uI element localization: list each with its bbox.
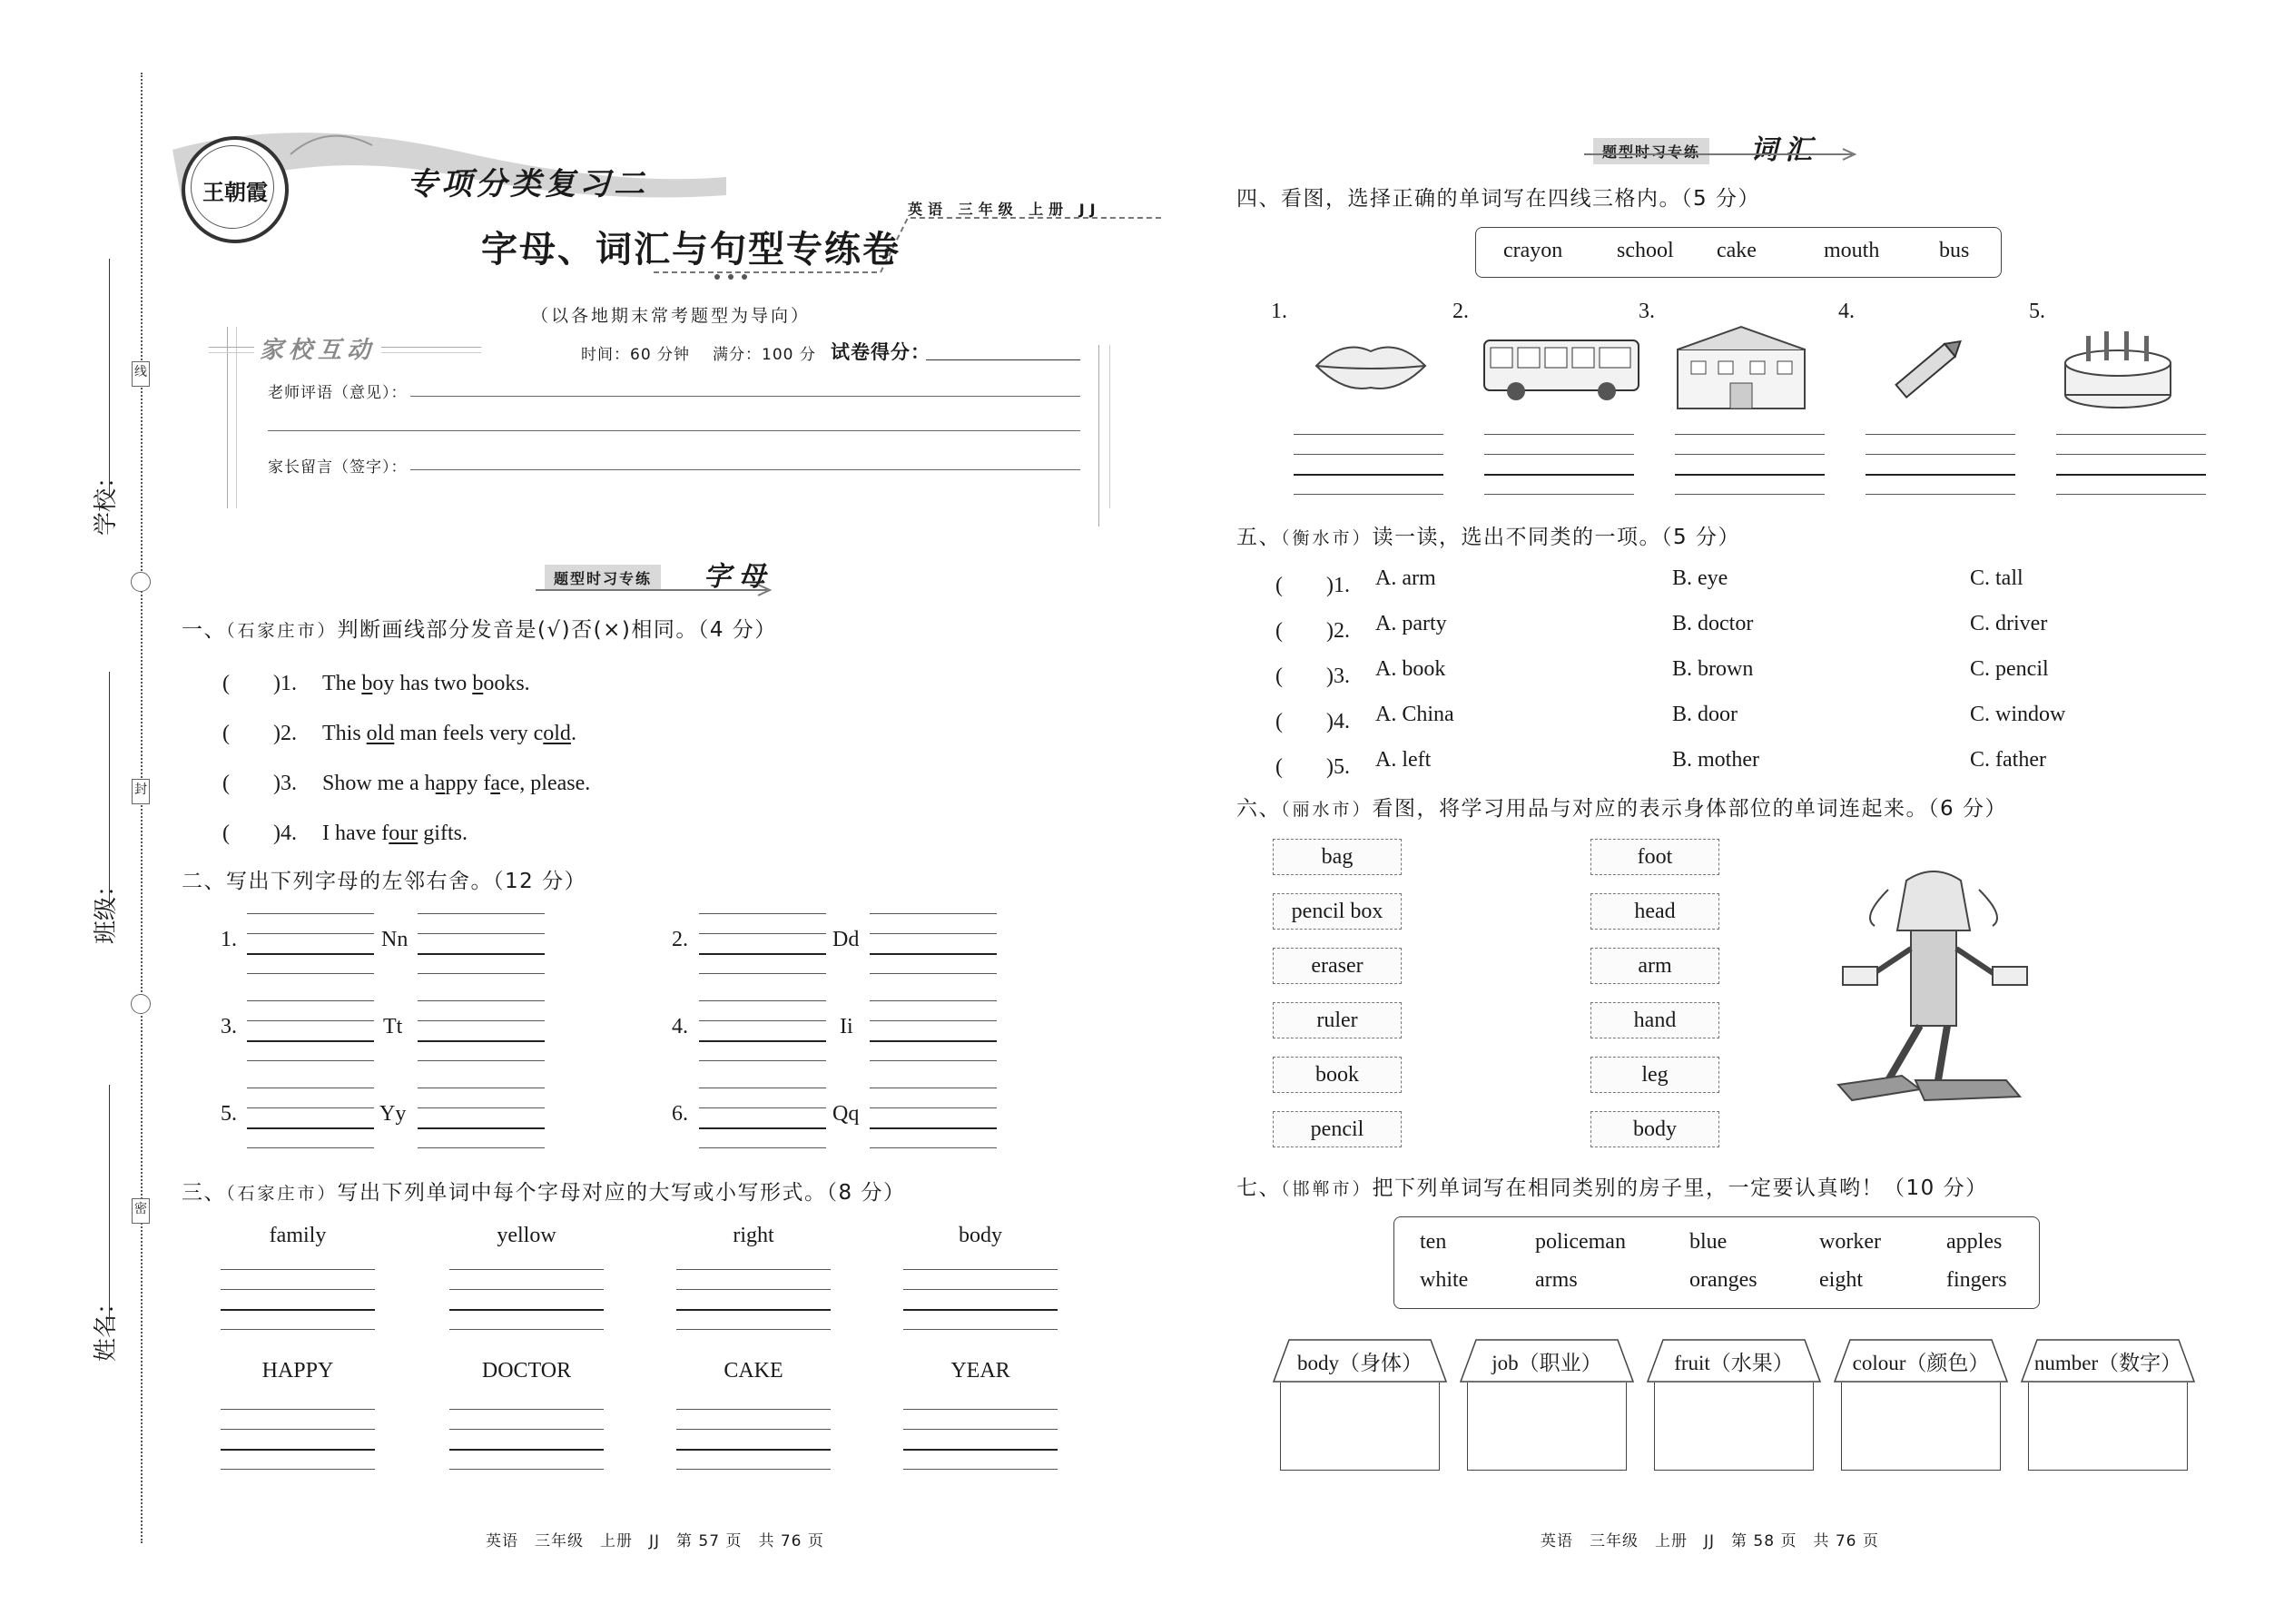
- four-line-grid[interactable]: [449, 1409, 604, 1469]
- punch-hole-icon: [131, 994, 151, 1014]
- subtitle: （以各地期末常考题型为导向）: [531, 306, 812, 326]
- word-bank-item: arms: [1535, 1268, 1578, 1292]
- q1-item-4: ( )4. I have four gifts.: [222, 814, 468, 846]
- q1-item-1: ( )1. The boy has two books.: [222, 664, 530, 696]
- q5-option-b: B. mother: [1672, 748, 1759, 772]
- four-line-grid[interactable]: [676, 1409, 831, 1469]
- q5-num[interactable]: ( )4.: [1275, 710, 1350, 733]
- four-line-grid[interactable]: [247, 1088, 374, 1147]
- teacher-comment-line[interactable]: [268, 430, 1080, 431]
- tag-arrow-icon: [1584, 145, 1866, 163]
- q3-word: DOCTOR: [481, 1359, 572, 1383]
- q1-item-2: ( )2. This old man feels very cold.: [222, 714, 576, 746]
- q6-right-item[interactable]: arm: [1590, 948, 1719, 984]
- q5-option-a: A. China: [1375, 703, 1454, 726]
- word-bank-item: mouth: [1824, 239, 1880, 262]
- parent-message-label: 家长留言（签字）：: [268, 458, 408, 477]
- house-body[interactable]: [1273, 1339, 1447, 1471]
- school-field[interactable]: [109, 259, 110, 495]
- four-line-grid[interactable]: [676, 1269, 831, 1329]
- q2-letter: Ii: [840, 1015, 853, 1038]
- four-line-grid[interactable]: [870, 913, 997, 973]
- class-field[interactable]: [109, 672, 110, 908]
- parent-message-line[interactable]: [410, 469, 1080, 470]
- q4-num: 5.: [2029, 300, 2045, 323]
- four-line-grid[interactable]: [221, 1409, 375, 1469]
- q7-title: 七、（邯郸市）把下列单词写在相同类别的房子里，一定要认真哟！（10 分）: [1236, 1176, 1988, 1200]
- q2-letter: Dd: [832, 928, 860, 951]
- q2-num: 5.: [221, 1102, 237, 1126]
- four-line-grid[interactable]: [699, 1088, 826, 1147]
- four-line-grid[interactable]: [221, 1269, 375, 1329]
- q5-num[interactable]: ( )1.: [1275, 574, 1350, 597]
- cut-mark-dense: 密: [132, 1198, 150, 1224]
- answer-blank[interactable]: ( )2.: [222, 722, 297, 745]
- score-label: 满分：100 分: [713, 346, 816, 364]
- q6-right-item[interactable]: head: [1590, 893, 1719, 930]
- q7-word-bank: [1393, 1216, 2040, 1309]
- q3-word: HAPPY: [261, 1359, 334, 1383]
- house-colour[interactable]: [1834, 1339, 2008, 1471]
- house-label: fruit（水果）: [1674, 1352, 1794, 1374]
- word-bank-item: blue: [1689, 1230, 1728, 1254]
- q5-option-a: A. party: [1375, 612, 1447, 635]
- four-line-grid[interactable]: [449, 1269, 604, 1329]
- answer-blank[interactable]: ( )4.: [222, 822, 297, 845]
- word-bank-item: policeman: [1535, 1230, 1626, 1254]
- q5-option-b: B. door: [1672, 703, 1738, 726]
- four-line-grid[interactable]: [699, 913, 826, 973]
- answer-blank[interactable]: ( )3.: [222, 772, 297, 795]
- q2-letter: Nn: [381, 928, 409, 951]
- q6-right-item[interactable]: hand: [1590, 1002, 1719, 1038]
- q5-option-c: C. driver: [1970, 612, 2048, 635]
- q3-word: YEAR: [950, 1359, 1010, 1383]
- bus-icon: [1480, 331, 1643, 404]
- q3-word: family: [269, 1224, 327, 1247]
- section-tag-letters: 题型时习专练: [545, 565, 661, 591]
- q6-right-item[interactable]: leg: [1590, 1057, 1719, 1093]
- word-bank-item: apples: [1946, 1230, 2003, 1254]
- teacher-comment-line[interactable]: [410, 396, 1080, 397]
- series-title: 专项分类复习二: [407, 168, 648, 202]
- q5-option-a: A. book: [1375, 657, 1446, 681]
- q2-letter: Qq: [832, 1102, 860, 1126]
- cut-line: [141, 73, 143, 1543]
- q5-option-c: C. father: [1970, 748, 2046, 772]
- footer-left: 英语 三年级 上册 JJ 第 57 页 共 76 页: [486, 1532, 824, 1550]
- q6-left-item[interactable]: eraser: [1273, 948, 1402, 984]
- school-supplies-robot-icon: [1825, 862, 2052, 1117]
- q2-num: 3.: [221, 1015, 237, 1038]
- q4-title: 四、看图，选择正确的单词写在四线三格内。（5 分）: [1236, 187, 1760, 211]
- word-bank-item: school: [1617, 239, 1674, 262]
- teacher-comment-label: 老师评语（意见）：: [268, 384, 408, 402]
- q6-left-item[interactable]: pencil box: [1273, 893, 1402, 930]
- q5-num[interactable]: ( )3.: [1275, 664, 1350, 688]
- four-line-grid[interactable]: [247, 1000, 374, 1060]
- q1-item-3: ( )3. Show me a happy face, please.: [222, 764, 590, 796]
- q5-num[interactable]: ( )2.: [1275, 619, 1350, 643]
- q6-title: 六、（丽水市）看图，将学习用品与对应的表示身体部位的单词连起来。（6 分）: [1236, 797, 2007, 821]
- tag-arrow-icon: [536, 581, 781, 599]
- cut-mark-line: 线: [132, 361, 150, 387]
- q2-letter: Yy: [379, 1102, 407, 1126]
- q4-num: 2.: [1452, 300, 1469, 323]
- word-bank-item: ten: [1420, 1230, 1447, 1254]
- footer-right: 英语 三年级 上册 JJ 第 58 页 共 76 页: [1541, 1532, 1879, 1550]
- q2-letter: Tt: [383, 1015, 403, 1038]
- house-job[interactable]: [1460, 1339, 1634, 1471]
- word-bank-item: bus: [1939, 239, 1970, 262]
- q6-left-item[interactable]: pencil: [1273, 1111, 1402, 1147]
- house-label: job（职业）: [1492, 1352, 1602, 1374]
- q4-num: 4.: [1838, 300, 1855, 323]
- q5-option-b: B. doctor: [1672, 612, 1754, 635]
- crayon-icon: [1879, 327, 1979, 408]
- home-school-label: 家校互动: [254, 331, 381, 365]
- punch-hole-icon: [131, 572, 151, 592]
- house-label: body（身体）: [1297, 1352, 1423, 1374]
- four-line-grid[interactable]: [699, 1000, 826, 1060]
- school-icon: [1669, 318, 1814, 413]
- four-line-grid[interactable]: [1675, 434, 1825, 494]
- q5-title: 五、（衡水市）读一读，选出不同类的一项。（5 分）: [1236, 526, 1740, 549]
- section-word-vocab: 词汇: [1750, 134, 1819, 166]
- four-line-grid[interactable]: [870, 1088, 997, 1147]
- name-label: 姓名：: [93, 1290, 120, 1362]
- four-line-grid[interactable]: [903, 1269, 1058, 1329]
- house-label: colour（颜色）: [1852, 1352, 1990, 1374]
- house-fruit[interactable]: [1647, 1339, 1821, 1471]
- four-line-grid[interactable]: [1294, 434, 1443, 494]
- four-line-grid[interactable]: [903, 1409, 1058, 1469]
- q3-word: CAKE: [724, 1359, 783, 1383]
- brand-logo-text: 王朝霞: [202, 182, 268, 205]
- house-label: number（数字）: [2033, 1352, 2182, 1374]
- q5-option-b: B. brown: [1672, 657, 1754, 681]
- q4-num: 1.: [1271, 300, 1287, 323]
- q5-option-a: A. left: [1375, 748, 1432, 772]
- brand-logo: [182, 136, 289, 243]
- answer-blank[interactable]: ( )1.: [222, 672, 297, 695]
- paper-score-field[interactable]: [926, 359, 1080, 360]
- name-field[interactable]: [109, 1085, 110, 1325]
- q5-num[interactable]: ( )5.: [1275, 755, 1350, 779]
- q2-title: 二、写出下列字母的左邻右舍。（12 分）: [182, 870, 587, 893]
- word-bank-item: oranges: [1689, 1268, 1757, 1292]
- class-label: 班级：: [93, 872, 120, 944]
- house-number[interactable]: [2021, 1339, 2195, 1471]
- school-label: 学校：: [93, 464, 120, 536]
- q4-word-bank: [1475, 227, 2002, 278]
- q1-title: 一、（石家庄市）判断画线部分发音是(√)否(×)相同。（4 分）: [182, 618, 777, 642]
- four-line-grid[interactable]: [418, 913, 545, 973]
- four-line-grid[interactable]: [2056, 434, 2206, 494]
- four-line-grid[interactable]: [870, 1000, 997, 1060]
- q6-right-item[interactable]: foot: [1590, 839, 1719, 875]
- four-line-grid[interactable]: [1484, 434, 1634, 494]
- q2-num: 1.: [221, 928, 237, 951]
- time-label: 时间：60 分钟: [581, 346, 691, 364]
- section-tag-vocab: 题型时习专练: [1593, 138, 1709, 164]
- q2-num: 6.: [672, 1102, 688, 1126]
- four-line-grid[interactable]: [247, 913, 374, 973]
- q3-word: body: [959, 1224, 1002, 1247]
- word-bank-item: white: [1420, 1268, 1469, 1292]
- four-line-grid[interactable]: [418, 1088, 545, 1147]
- subject-meta: 英语 三年级 上册 JJ: [908, 201, 1101, 218]
- q6-left-item[interactable]: ruler: [1273, 1002, 1402, 1038]
- q5-option-c: C. pencil: [1970, 657, 2049, 681]
- q4-num: 3.: [1639, 300, 1655, 323]
- q5-option-c: C. window: [1970, 703, 2066, 726]
- word-bank-item: cake: [1717, 239, 1757, 262]
- q6-left-item[interactable]: bag: [1273, 839, 1402, 875]
- q2-num: 2.: [672, 928, 688, 951]
- cut-mark-seal: 封: [132, 779, 150, 804]
- cake-icon: [2059, 313, 2177, 413]
- section-word-letters: 字母: [704, 561, 773, 593]
- q5-option-a: A. arm: [1375, 566, 1436, 590]
- four-line-grid[interactable]: [1866, 434, 2015, 494]
- q3-title: 三、（石家庄市）写出下列单词中每个字母对应的大写或小写形式。（8 分）: [182, 1181, 906, 1205]
- paper-score-label: 试卷得分：: [831, 341, 930, 363]
- word-bank-item: eight: [1819, 1268, 1863, 1292]
- q5-option-c: C. tall: [1970, 566, 2023, 590]
- q6-right-item[interactable]: body: [1590, 1111, 1719, 1147]
- main-title: 字母、词汇与句型专练卷: [481, 229, 901, 270]
- word-bank-item: fingers: [1946, 1268, 2007, 1292]
- q2-num: 4.: [672, 1015, 688, 1038]
- word-bank-item: crayon: [1503, 239, 1563, 262]
- four-line-grid[interactable]: [418, 1000, 545, 1060]
- q3-word: right: [733, 1224, 774, 1247]
- mouth-icon: [1307, 331, 1434, 399]
- q5-option-b: B. eye: [1672, 566, 1728, 590]
- word-bank-item: worker: [1819, 1230, 1881, 1254]
- q3-word: yellow: [497, 1224, 556, 1247]
- q6-left-item[interactable]: book: [1273, 1057, 1402, 1093]
